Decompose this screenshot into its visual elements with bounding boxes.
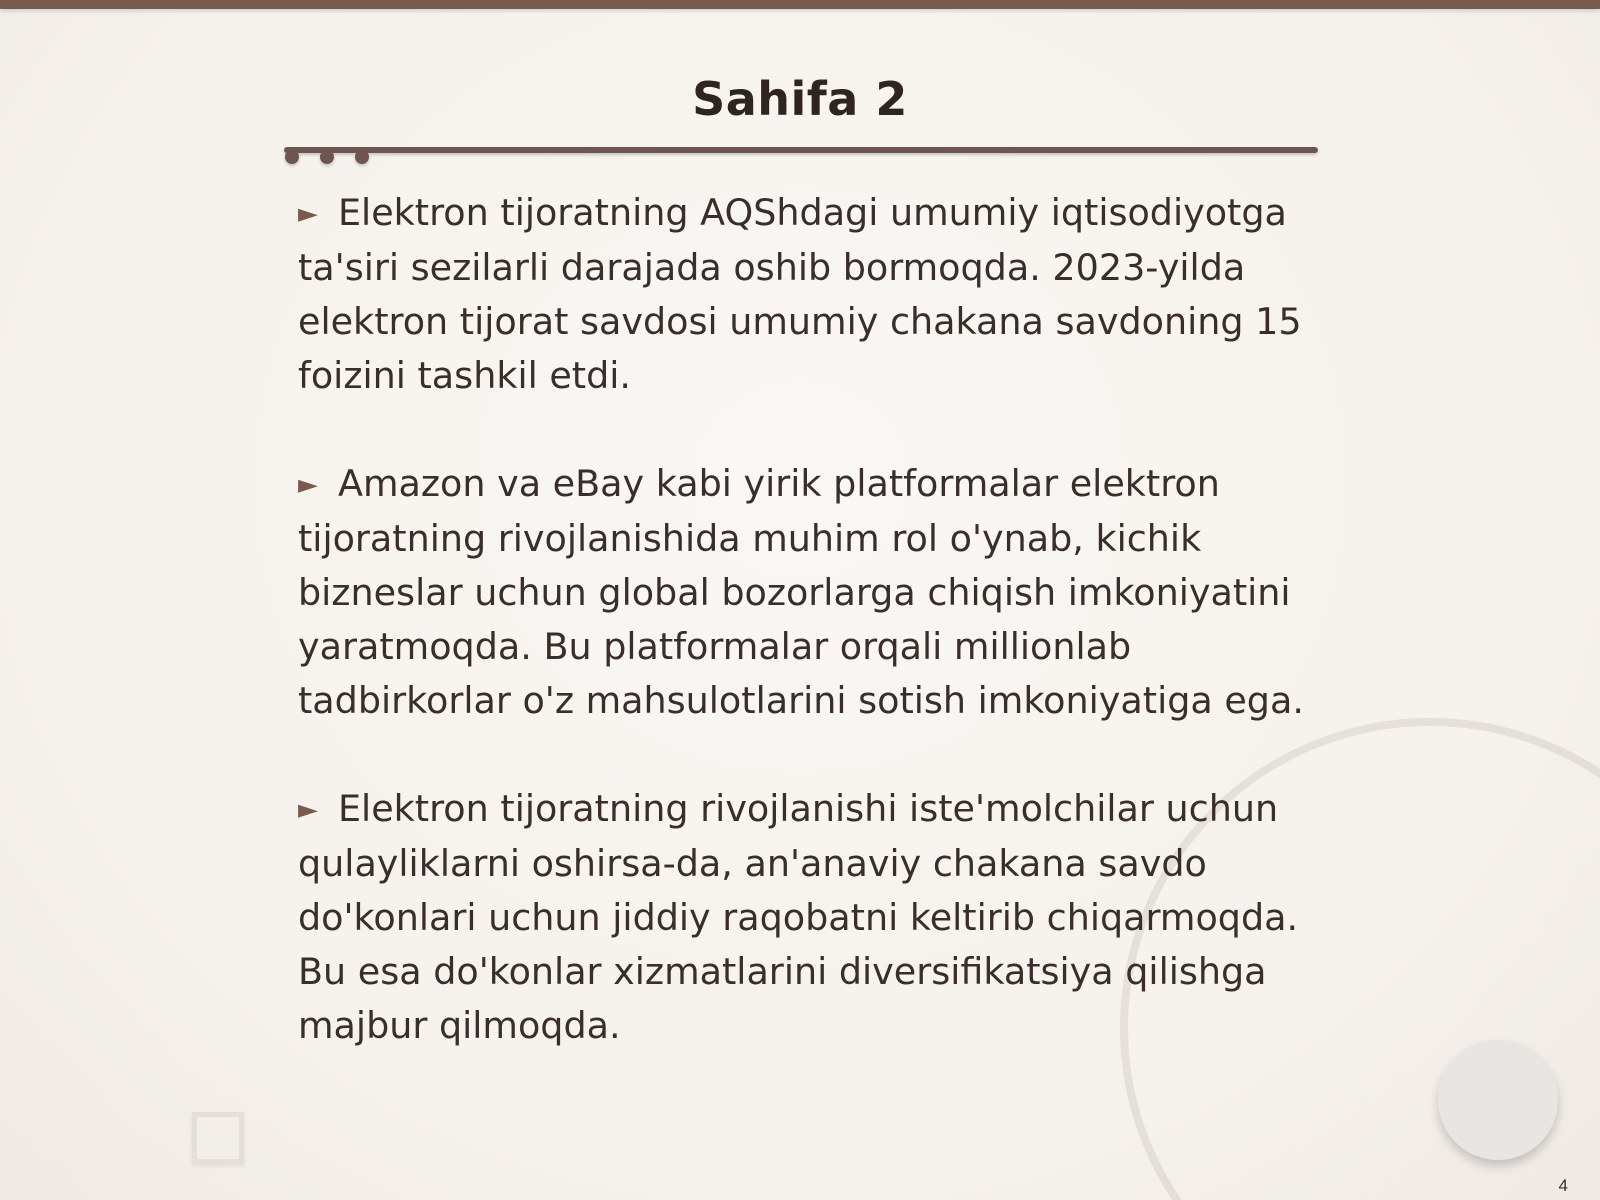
bullet-list	[298, 186, 1308, 1107]
decorative-disc	[1438, 1040, 1558, 1160]
bullet-text-1: Elektron tijoratning AQShdagi umumiy iqtisodiyotga ta'siri sezilarli darajada oshib bormoqda. 2023-yilda elektron tijorat savdosi umumiy chakana savdoning 15 foizini tashkil etdi.	[298, 191, 1302, 397]
bullet-paragraph-2	[298, 457, 1308, 728]
bullet-arrow-icon: ►	[298, 199, 318, 229]
page-number: 4	[1558, 1176, 1568, 1195]
decorative-square	[192, 1112, 244, 1164]
top-accent-bar	[0, 0, 1600, 9]
underline-dot-1	[285, 150, 299, 164]
underline-dot-2	[320, 150, 334, 164]
bullet-text-3: Elektron tijoratning rivojlanishi iste'molchilar uchun qulayliklarni oshirsa-da, an'anaviy chakana savdo do'konlari uchun jiddiy raqobatni keltirib chiqarmoqda. Bu esa do'konlar xizmatlarini diversifikatsiya qilishga majbur qilmoqda.	[298, 787, 1299, 1047]
bullet-arrow-icon: ►	[298, 470, 318, 500]
bullet-paragraph-3	[298, 782, 1308, 1053]
underline-dot-3	[355, 150, 369, 164]
title-underline	[284, 147, 1318, 153]
slide-title: Sahifa 2	[692, 72, 908, 126]
bullet-text-2: Amazon va eBay kabi yirik platformalar elektron tijoratning rivojlanishida muhim rol o'ynab, kichik bizneslar uchun global bozorlarga chiqish imkoniyatini yaratmoqda. Bu platformalar orqali millionlab tadbirkorlar o'z mahsulotlarini sotish imkoniyatiga ega.	[298, 462, 1304, 722]
bullet-arrow-icon: ►	[298, 795, 318, 825]
bullet-paragraph-1	[298, 186, 1308, 403]
